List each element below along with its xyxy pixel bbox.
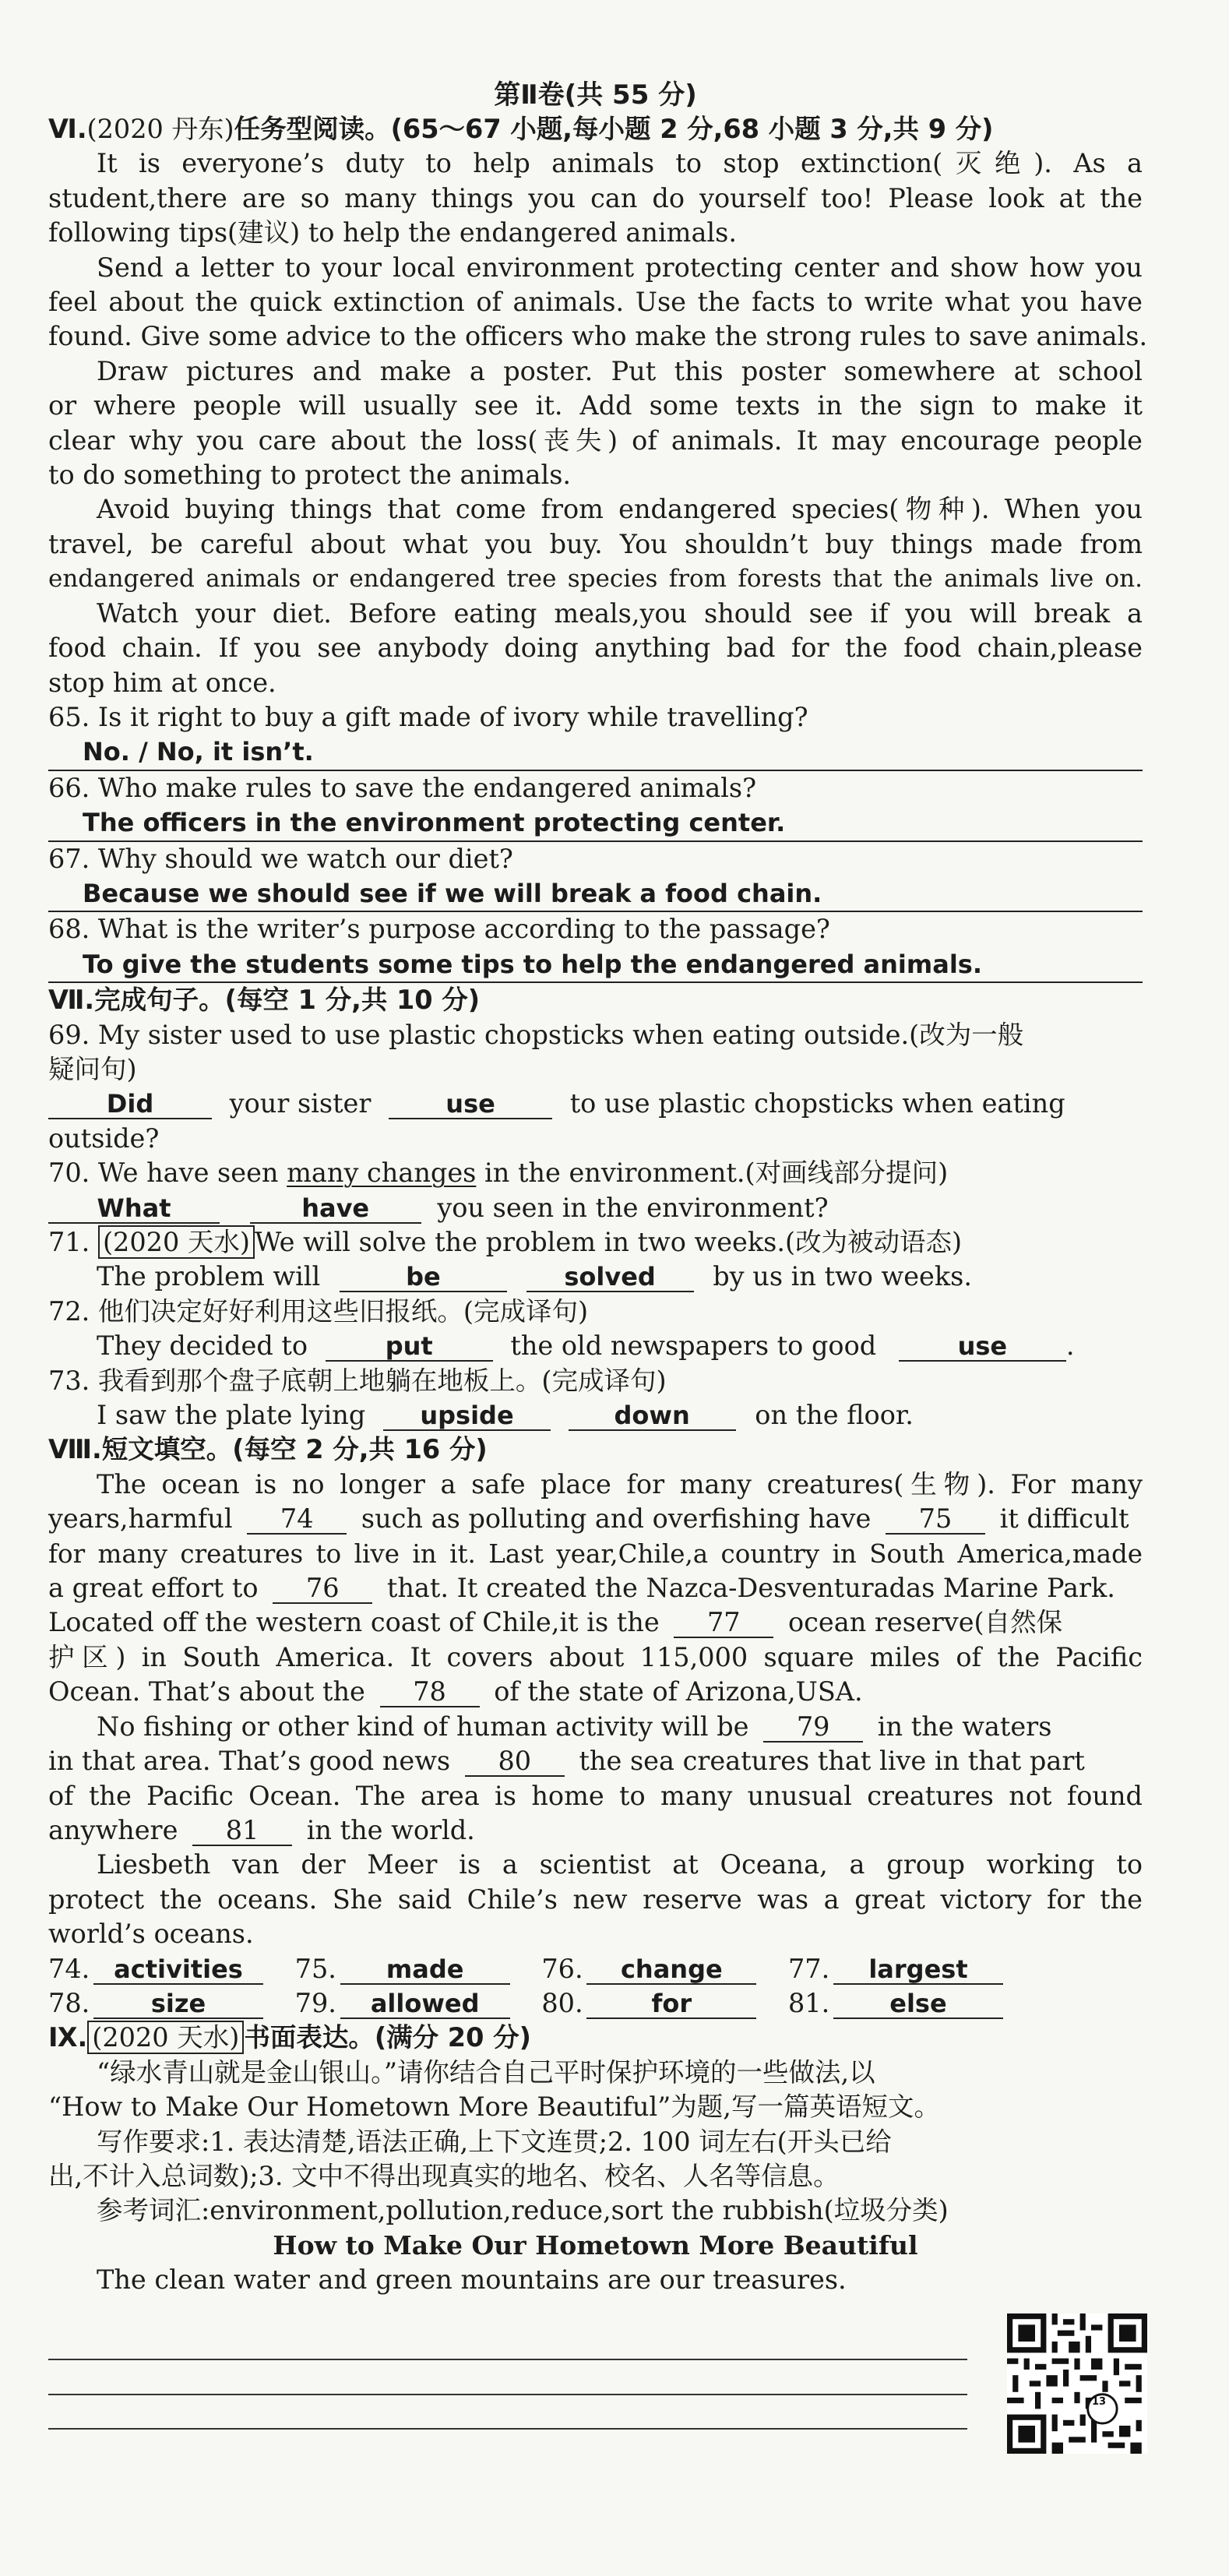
passage-line: in that area. That’s good news 80 the sea creatures that live in that part bbox=[48, 1746, 1085, 1777]
passage-line: Liesbeth van der Meer is a scientist at Oceana, a group working to bbox=[97, 1849, 1143, 1880]
content bbox=[48, 78, 1148, 2297]
question-73: 73. 我看到那个盘子底朝上地躺在地板上。(完成译句) bbox=[48, 1365, 667, 1396]
s6-p5-line: stop him at once. bbox=[48, 667, 276, 698]
blank-75[interactable]: 75 bbox=[886, 1505, 985, 1535]
qr-code[interactable] bbox=[1007, 2313, 1147, 2454]
section-6-heading: Ⅵ.(2020 丹东)任务型阅读。(65～67 小题,每小题 2 分,68 小题 3 分,共 9 分) bbox=[48, 114, 994, 144]
blank-74[interactable]: 74 bbox=[247, 1505, 347, 1535]
blank-71-1[interactable]: be bbox=[340, 1263, 507, 1292]
passage-line: years,harmful 74 such as polluting and overfishing have 75 it difficult bbox=[48, 1503, 1129, 1535]
blank-69-1[interactable]: Did bbox=[48, 1090, 212, 1119]
passage-line: a great effort to 76 that. It created the Nazca-Desventuradas Marine Park. bbox=[48, 1573, 1115, 1604]
question-67: 67. Why should we watch our diet? bbox=[48, 843, 513, 874]
part-title: 第Ⅱ卷(共 55 分) bbox=[494, 79, 697, 111]
question-70: 70. We have seen many changes in the environment.(对画线部分提问) bbox=[48, 1158, 949, 1189]
answer-75[interactable]: made bbox=[340, 1955, 510, 1985]
s6-p4-line: Avoid buying things that come from endangered species(物种). When you bbox=[97, 494, 1143, 525]
answer-65-field[interactable] bbox=[48, 735, 1143, 770]
answer-77[interactable]: largest bbox=[833, 1955, 1003, 1985]
passage-line: 护区) in South America. It covers about 115,000 square miles of the Pacific bbox=[48, 1641, 1143, 1672]
s6-p2-line: found. Give some advice to the officers who make the strong rules to save animals. bbox=[48, 321, 1148, 352]
blank-78[interactable]: 78 bbox=[380, 1678, 480, 1707]
prompt-line: “绿水青山就是金山银山。”请你结合自己平时保护环境的一些做法,以 bbox=[97, 2056, 875, 2088]
passage-line: protect the oceans. She said Chile’s new reserve was a great victory for the bbox=[48, 1884, 1143, 1915]
blank-70-2[interactable]: have bbox=[250, 1194, 421, 1224]
blank-70-1[interactable]: What bbox=[48, 1194, 220, 1224]
question-69-cont: 疑问句) bbox=[48, 1053, 137, 1084]
writing-line[interactable] bbox=[48, 2359, 967, 2360]
answer-66: The officers in the environment protecting center. bbox=[83, 808, 786, 838]
blank-79[interactable]: 79 bbox=[763, 1713, 863, 1743]
question-71: 71. (2020 天水) We will solve the problem in two weeks.(改为被动语态) bbox=[48, 1227, 963, 1257]
requirements-line: 写作要求:1. 表达清楚,语法正确,上下文连贯;2. 100 词左右(开头已给 bbox=[97, 2126, 892, 2157]
question-66: 66. Who make rules to save the endangered animals? bbox=[48, 772, 757, 803]
section-9-heading: Ⅸ. (2020 天水) 书面表达。(满分 20 分) bbox=[48, 2022, 531, 2053]
answer-70-line: What have you seen in the environment? bbox=[48, 1191, 1143, 1225]
s6-p3-line: or where people will usually see it. Add some texts in the sign to make it bbox=[48, 390, 1143, 421]
question-68: 68. What is the writer’s purpose according to the passage? bbox=[48, 914, 830, 945]
source-tag: (2020 天水) bbox=[87, 2021, 244, 2054]
blank-73-1[interactable]: upside bbox=[383, 1401, 551, 1431]
passage-line: The ocean is no longer a safe place for many creatures(生物). For many bbox=[97, 1468, 1143, 1499]
s6-p1-line: It is everyone’s duty to help animals to stop extinction(灭绝). As a bbox=[97, 148, 1143, 179]
blank-72-1[interactable]: put bbox=[326, 1332, 493, 1362]
question-65: 65. Is it right to buy a gift made of ivory while travelling? bbox=[48, 701, 808, 732]
answer-65: No. / No, it isn’t. bbox=[83, 737, 314, 767]
passage-line: Ocean. That’s about the 78 of the state of Arizona,USA. bbox=[48, 1676, 863, 1707]
prompt-line: “How to Make Our Hometown More Beautiful”为题,写一篇英语短文。 bbox=[48, 2091, 940, 2123]
blank-71-2[interactable]: solved bbox=[526, 1263, 694, 1292]
blank-72-2[interactable]: use bbox=[899, 1332, 1066, 1362]
answer-71-line: The problem will be solved by us in two weeks. bbox=[97, 1261, 973, 1292]
writing-line[interactable] bbox=[48, 2428, 967, 2430]
requirements-line: 出,不计入总词数);3. 文中不得出现真实的地名、校名、人名等信息。 bbox=[48, 2160, 840, 2191]
essay-title: How to Make Our Hometown More Beautiful bbox=[273, 2229, 918, 2261]
answer-69-cont: outside? bbox=[48, 1122, 160, 1154]
answer-72-line: They decided to put the old newspapers to good use . bbox=[97, 1330, 1075, 1362]
qr-code-icon bbox=[1007, 2313, 1147, 2454]
answer-row-2: 78. size 79. allowed 80. for 81. else bbox=[48, 1986, 1143, 2021]
blank-81[interactable]: 81 bbox=[192, 1817, 292, 1846]
s6-p3-line: clear why you care about the loss(丧失) of animals. It may encourage people bbox=[48, 425, 1143, 456]
answer-row-1: 74. activities 75. made 76. change 77. largest bbox=[48, 1952, 1143, 1986]
blank-73-2[interactable]: down bbox=[569, 1401, 736, 1431]
qr-badge: 13 bbox=[1091, 2396, 1107, 2408]
answer-68: To give the students some tips to help the endangered animals. bbox=[83, 949, 982, 979]
s6-p1-line: student,there are so many things you can do yourself too! Please look at the bbox=[48, 182, 1143, 213]
section-7-heading: Ⅶ.完成句子。(每空 1 分,共 10 分) bbox=[48, 985, 481, 1016]
answer-78[interactable]: size bbox=[93, 1989, 263, 2019]
answer-68-field[interactable] bbox=[48, 947, 1143, 983]
answer-74[interactable]: activities bbox=[93, 1955, 263, 1985]
answer-76[interactable]: change bbox=[586, 1955, 756, 1985]
blank-69-2[interactable]: use bbox=[389, 1090, 552, 1119]
answer-67: Because we should see if we will break a food chain. bbox=[83, 878, 822, 908]
s6-p5-line: Watch your diet. Before eating meals,you should see if you will break a bbox=[97, 597, 1143, 629]
answer-67-field[interactable] bbox=[48, 876, 1143, 912]
answer-66-field[interactable] bbox=[48, 805, 1143, 841]
essay-opening: The clean water and green mountains are our treasures. bbox=[97, 2264, 847, 2295]
passage-line: No fishing or other kind of human activity will be 79 in the waters bbox=[97, 1711, 1052, 1742]
s6-p3-line: Draw pictures and make a poster. Put this poster somewhere at school bbox=[97, 355, 1143, 386]
answer-73-line: I saw the plate lying upside down on the floor. bbox=[97, 1400, 914, 1431]
s6-p4-line: travel, be careful about what you buy. You shouldn’t buy things made from bbox=[48, 528, 1143, 559]
answer-69-line: Did your sister use to use plastic chopsticks when eating bbox=[48, 1087, 1143, 1121]
vocabulary-line: 参考词汇:environment,pollution,reduce,sort the rubbish(垃圾分类) bbox=[97, 2195, 949, 2226]
passage-line: world’s oceans. bbox=[48, 1919, 254, 1950]
s6-p2-line: Send a letter to your local environment protecting center and show how you bbox=[97, 252, 1143, 283]
s6-p2-line: feel about the quick extinction of animals. Use the facts to write what you have bbox=[48, 287, 1143, 318]
answer-80[interactable]: for bbox=[586, 1989, 756, 2019]
s6-p1-line: following tips(建议) to help the endangered animals. bbox=[48, 217, 737, 248]
s6-p4-line: endangered animals or endangered tree species from forests that the animals live on. bbox=[48, 565, 1143, 594]
section-8-heading: Ⅷ.短文填空。(每空 2 分,共 16 分) bbox=[48, 1434, 488, 1465]
passage-line: of the Pacific Ocean. The area is home to many unusual creatures not found bbox=[48, 1780, 1143, 1811]
passage-line: anywhere 81 in the world. bbox=[48, 1814, 475, 1845]
question-69: 69. My sister used to use plastic chopsticks when eating outside.(改为一般 bbox=[48, 1019, 1024, 1050]
underlined-phrase: many changes bbox=[287, 1158, 477, 1189]
question-72: 72. 他们决定好好利用这些旧报纸。(完成译句) bbox=[48, 1295, 589, 1327]
source-tag: (2020 天水) bbox=[98, 1225, 255, 1259]
s6-p5-line: food chain. If you see anybody doing anything bad for the food chain,please bbox=[48, 633, 1143, 664]
passage-line: Located off the western coast of Chile,it is the 77 ocean reserve(自然保 bbox=[48, 1607, 1063, 1638]
answer-79[interactable]: allowed bbox=[340, 1989, 510, 2019]
blank-76[interactable]: 76 bbox=[273, 1574, 372, 1604]
answer-81[interactable]: else bbox=[833, 1989, 1003, 2019]
writing-line[interactable] bbox=[48, 2394, 967, 2395]
passage-line: for many creatures to live in it. Last year,Chile,a country in South America,made bbox=[48, 1538, 1143, 1569]
blank-80[interactable]: 80 bbox=[465, 1747, 565, 1777]
blank-77[interactable]: 77 bbox=[674, 1609, 773, 1638]
s6-p3-line: to do something to protect the animals. bbox=[48, 460, 572, 491]
